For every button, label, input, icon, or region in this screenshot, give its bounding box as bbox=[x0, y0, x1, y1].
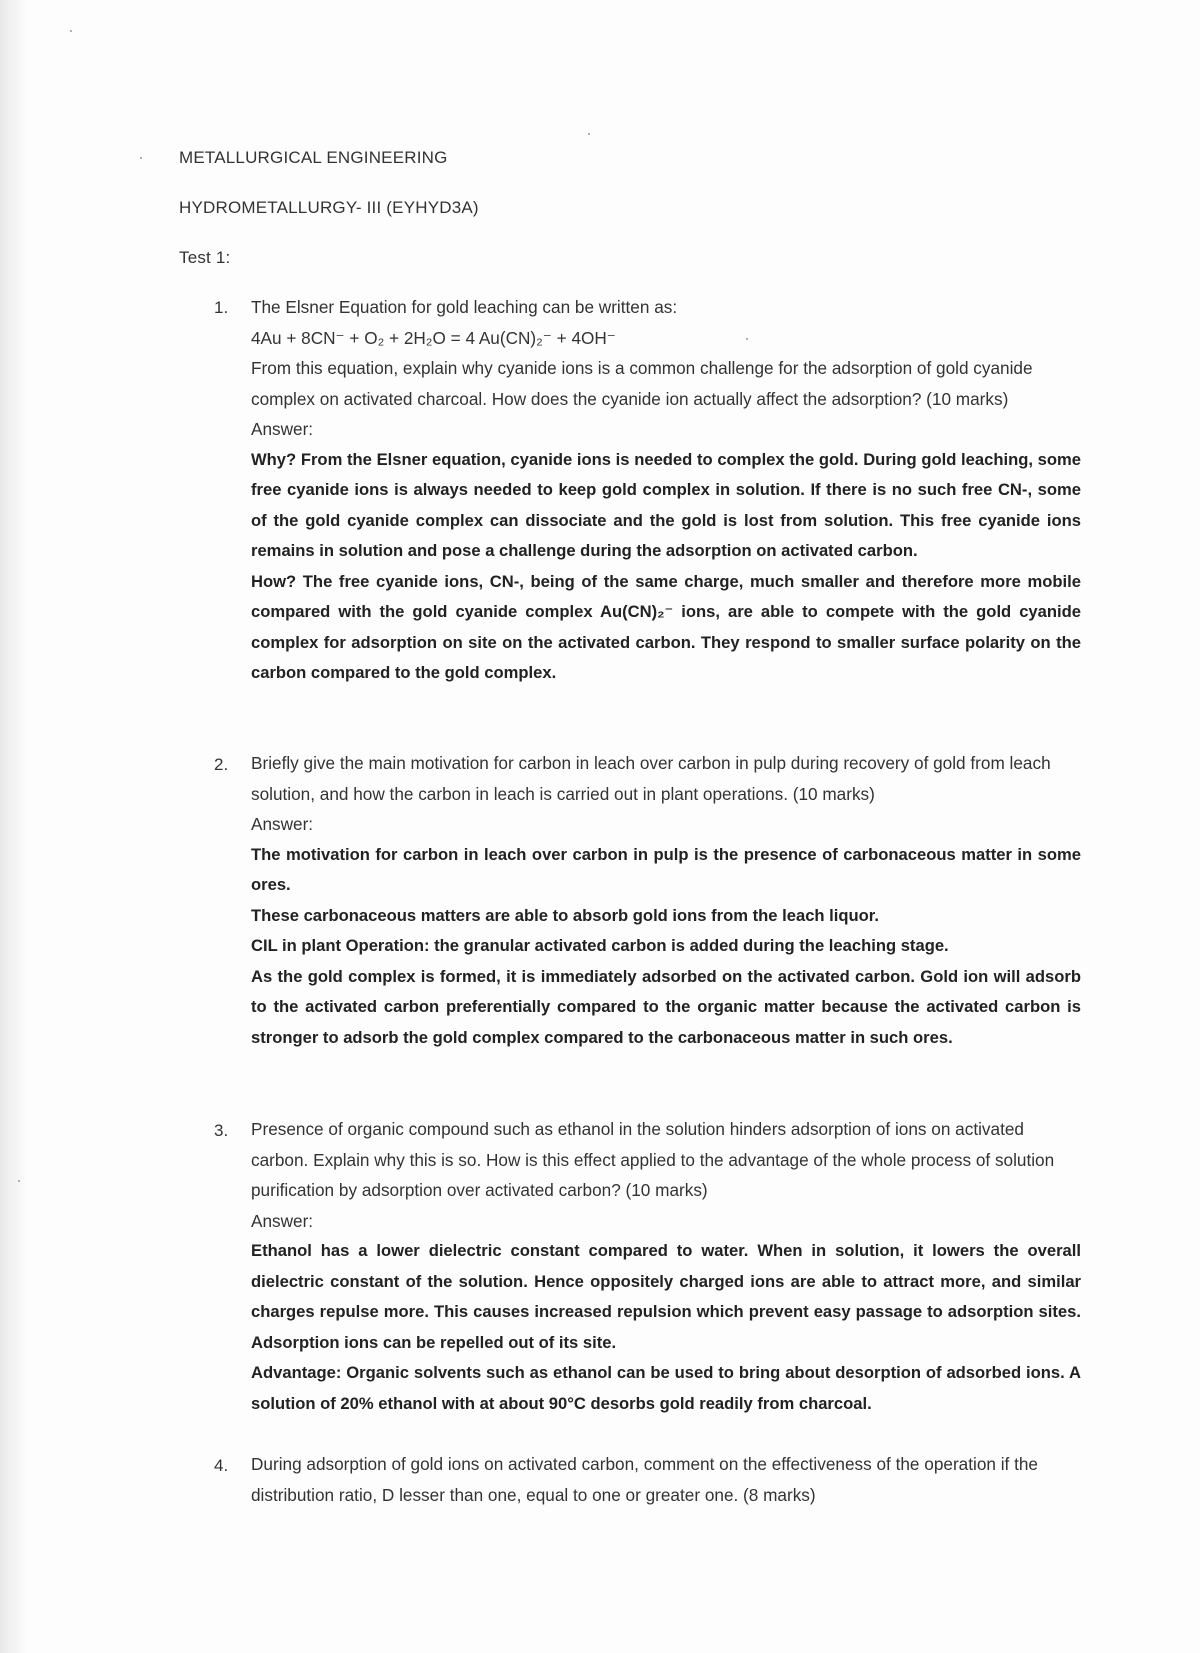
question-2 bbox=[251, 748, 1081, 1053]
question-number: 1. bbox=[214, 298, 229, 317]
answer-paragraph: CIL in plant Operation: the granular activated carbon is added during the leaching stage. bbox=[251, 936, 949, 955]
question-prompt-continued: From this equation, explain why cyanide ions is a common challenge for the adsorption of gold cyanide complex on activated charcoal. How does the cyanide ion actually affect the adsorption? (10 marks) bbox=[251, 358, 1033, 409]
answer-paragraph: Why? From the Elsner equation, cyanide ions is needed to complex the gold. During gold leaching, some free cyanide ions is always needed to keep gold complex in solution. If there is no such free CN-, some of the gold cyanide complex can dissociate and the gold is lost from solution. This free cyanide ions remains in solution and pose a challenge during the adsorption on activated carbon. bbox=[251, 449, 1081, 560]
question-number: 2. bbox=[214, 755, 229, 774]
answer-paragraph: Ethanol has a lower dielectric constant compared to water. When in solution, it lowers the overall dielectric constant of the solution. Hence oppositely charged ions are able to attract more, and similar charges repulse more. This causes increased repulsion which prevent easy passage to adsorption sites. Adsorption ions can be repelled out of its site. bbox=[251, 1241, 1081, 1352]
elsner-equation: 4Au + 8CN⁻ + O₂ + 2H₂O = 4 Au(CN)₂⁻ + 4OH⁻ bbox=[251, 327, 616, 348]
scan-speck bbox=[588, 133, 590, 135]
question-number: 4. bbox=[214, 1456, 229, 1475]
course-heading: HYDROMETALLURGY- III (EYHYD3A) bbox=[179, 198, 479, 217]
answer-paragraph: Advantage: Organic solvents such as ethanol can be used to bring about desorption of adsorbed ions. A solution of 20% ethanol with at about 90°C desorbs gold readily from charcoal. bbox=[251, 1363, 1081, 1413]
question-prompt: Presence of organic compound such as ethanol in the solution hinders adsorption of ions on activated carbon. Explain why this is so. How is this effect applied to the advantage of the whole process of solution purification by adsorption over activated carbon? (10 marks) bbox=[251, 1119, 1055, 1200]
answer-label: Answer: bbox=[251, 814, 314, 834]
answer-paragraph: The motivation for carbon in leach over carbon in pulp is the presence of carbonaceous matter in some ores. bbox=[251, 844, 1081, 894]
scan-edge-shadow bbox=[0, 0, 26, 1653]
department-heading: METALLURGICAL ENGINEERING bbox=[179, 148, 448, 167]
scan-speck bbox=[140, 157, 142, 159]
answer-label: Answer: bbox=[251, 1210, 314, 1231]
question-3 bbox=[251, 1114, 1081, 1419]
test-title: Test 1: bbox=[179, 248, 231, 267]
answer-paragraph: How? The free cyanide ions, CN-, being of the same charge, much smaller and therefore more mobile compared with the gold cyanide complex Au(CN)₂⁻ ions, are able to compete with the gold cyanide complex for adsorption on site on the activated carbon. They respond to smaller surface polarity on the carbon compared to the gold complex. bbox=[251, 571, 1081, 682]
answer-label: Answer: bbox=[251, 419, 314, 439]
question-1 bbox=[251, 292, 1081, 689]
question-prompt: During adsorption of gold ions on activated carbon, comment on the effectiveness of the operation if the distribution ratio, D lesser than one, equal to one or greater one. (8 marks) bbox=[251, 1454, 1038, 1505]
scan-speck bbox=[70, 30, 72, 32]
scan-speck bbox=[18, 1180, 20, 1182]
question-prompt: Briefly give the main motivation for carbon in leach over carbon in pulp during recovery of gold from leach solution, and how the carbon in leach is carried out in plant operations. (10 marks) bbox=[251, 753, 1051, 804]
answer-paragraph: These carbonaceous matters are able to absorb gold ions from the leach liquor. bbox=[251, 905, 879, 925]
question-4 bbox=[251, 1449, 1081, 1510]
question-number: 3. bbox=[214, 1121, 229, 1140]
question-prompt: The Elsner Equation for gold leaching can be written as: bbox=[251, 297, 678, 317]
answer-paragraph: As the gold complex is formed, it is immediately adsorbed on the activated carbon. Gold ion will adsorb to the activated carbon preferentially compared to the organic matter because the activated carbon is stronger to adsorb the gold complex compared to the carbonaceous matter in such ores. bbox=[251, 966, 1081, 1047]
